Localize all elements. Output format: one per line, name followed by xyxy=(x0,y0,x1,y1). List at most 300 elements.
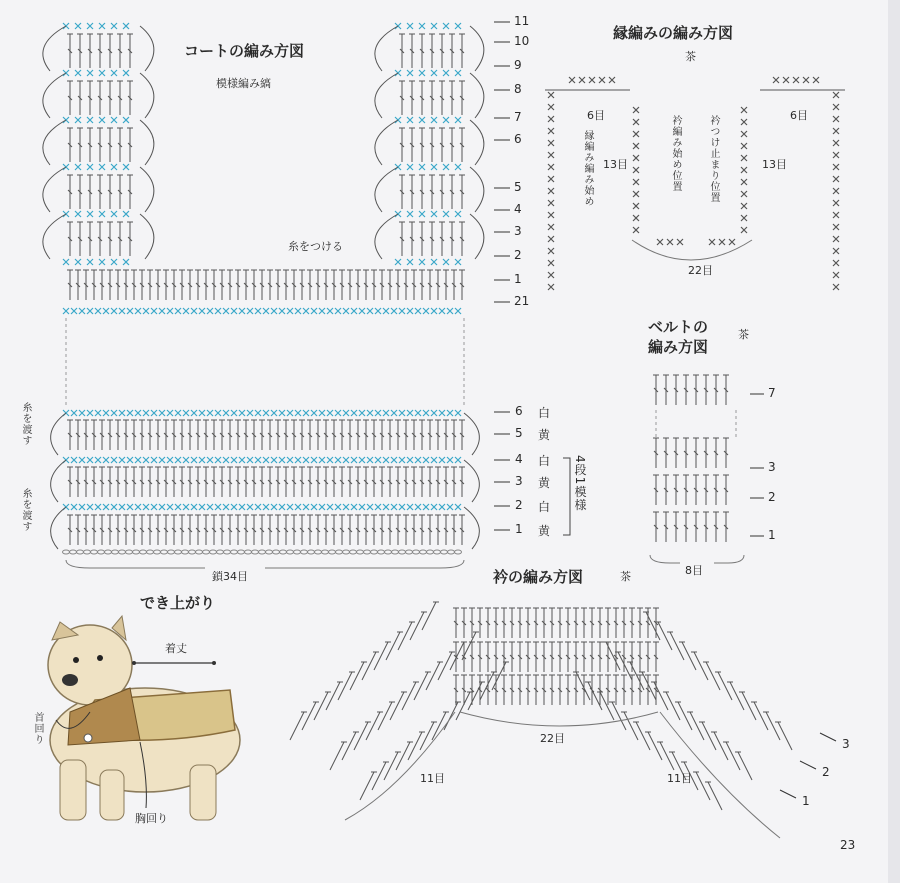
dc-stitch xyxy=(107,467,113,497)
dc-stitch xyxy=(355,515,361,545)
sc-stitch xyxy=(419,117,425,123)
sc-stitch xyxy=(123,70,129,76)
turn-arrow xyxy=(470,167,484,212)
sc-stitch xyxy=(439,457,445,463)
dc-stitch xyxy=(299,420,305,450)
chain-stitch xyxy=(294,550,301,554)
coat-lower-row-color: 白 xyxy=(538,406,551,420)
sc-stitch xyxy=(143,504,149,510)
sc-stitch xyxy=(335,504,341,510)
dc-stitch xyxy=(723,475,729,505)
dc-stitch xyxy=(429,128,435,162)
sc-stitch xyxy=(407,457,413,463)
dc-stitch xyxy=(67,222,73,256)
dc-stitch xyxy=(243,515,249,545)
chain-stitch xyxy=(245,550,252,554)
dc-stitch xyxy=(91,467,97,497)
dc-stitch xyxy=(275,270,281,300)
turn-arrow xyxy=(470,73,484,118)
sc-stitch xyxy=(199,410,205,416)
sc-stitch xyxy=(833,248,839,254)
sc-stitch xyxy=(167,457,173,463)
sc-stitch xyxy=(287,410,293,416)
sc-stitch xyxy=(677,239,683,245)
dc-stitch xyxy=(291,467,297,497)
coat-row-number: 9 xyxy=(514,58,522,72)
dc-stitch xyxy=(541,642,547,672)
sc-stitch xyxy=(327,457,333,463)
sc-stitch xyxy=(431,164,437,170)
chain-stitch xyxy=(105,550,112,554)
chain-stitch xyxy=(168,550,175,554)
dc-stitch xyxy=(411,270,417,300)
sc-stitch xyxy=(548,260,554,266)
dc-stitch xyxy=(363,467,369,497)
sc-stitch xyxy=(741,227,747,233)
dc-stitch xyxy=(492,662,509,690)
turn-arrow xyxy=(140,167,154,212)
belt-chart xyxy=(650,375,744,563)
dc-stitch xyxy=(99,515,105,545)
dc-stitch xyxy=(127,222,133,256)
dc-stitch xyxy=(653,438,659,468)
dc-stitch xyxy=(195,270,201,300)
sc-stitch xyxy=(548,284,554,290)
sc-stitch xyxy=(455,410,461,416)
collar-left-arc xyxy=(345,712,455,820)
dc-stitch xyxy=(637,675,643,705)
dc-stitch xyxy=(259,420,265,450)
dc-stitch xyxy=(171,515,177,545)
sc-stitch xyxy=(407,211,413,217)
dc-stitch xyxy=(525,675,531,705)
sc-stitch xyxy=(95,410,101,416)
sc-stitch xyxy=(359,457,365,463)
dc-stitch xyxy=(683,512,689,542)
chain-stitch xyxy=(336,550,343,554)
sc-stitch xyxy=(419,164,425,170)
sc-stitch xyxy=(263,410,269,416)
dc-stitch xyxy=(323,270,329,300)
dc-stitch xyxy=(299,467,305,497)
dc-stitch xyxy=(493,608,499,638)
dc-stitch xyxy=(87,128,93,162)
sc-stitch xyxy=(71,308,77,314)
dc-stitch xyxy=(605,675,611,705)
dc-stitch xyxy=(339,467,345,497)
dc-stitch xyxy=(449,222,455,256)
turn-arrow xyxy=(375,214,398,259)
sc-stitch xyxy=(833,92,839,98)
dc-stitch xyxy=(97,222,103,256)
coat-lower-row-color: 白 xyxy=(538,454,551,468)
sc-stitch xyxy=(391,457,397,463)
dc-stitch xyxy=(331,420,337,450)
dc-stitch xyxy=(379,467,385,497)
sc-stitch xyxy=(207,457,213,463)
dc-stitch xyxy=(459,34,465,68)
sc-stitch xyxy=(833,224,839,230)
sc-stitch xyxy=(833,236,839,242)
dc-stitch xyxy=(387,270,393,300)
belt-width: 8目 xyxy=(685,564,703,577)
sc-stitch xyxy=(419,70,425,76)
dc-stitch xyxy=(91,270,97,300)
sc-stitch xyxy=(343,504,349,510)
sc-stitch xyxy=(399,410,405,416)
dc-stitch xyxy=(449,175,455,209)
dc-stitch xyxy=(581,675,587,705)
sc-stitch xyxy=(548,152,554,158)
sc-stitch xyxy=(399,308,405,314)
sc-stitch xyxy=(833,152,839,158)
sc-stitch xyxy=(287,504,293,510)
sc-stitch xyxy=(431,410,437,416)
dc-stitch xyxy=(171,420,177,450)
dc-stitch xyxy=(703,512,709,542)
dc-stitch xyxy=(155,420,161,450)
dc-stitch xyxy=(395,515,401,545)
dc-stitch xyxy=(363,270,369,300)
sc-stitch xyxy=(111,504,117,510)
sc-stitch xyxy=(741,107,747,113)
dc-stitch xyxy=(97,128,103,162)
sc-stitch xyxy=(443,259,449,265)
dc-stitch xyxy=(379,515,385,545)
sc-stitch xyxy=(207,504,213,510)
chain-stitch xyxy=(147,550,154,554)
chain-stitch xyxy=(301,550,308,554)
dc-stitch xyxy=(99,420,105,450)
dc-stitch xyxy=(403,467,409,497)
sc-stitch xyxy=(255,457,261,463)
dc-stitch xyxy=(533,675,539,705)
dc-stitch xyxy=(187,467,193,497)
sc-stitch xyxy=(319,410,325,416)
sc-stitch xyxy=(633,215,639,221)
dc-stitch xyxy=(419,515,425,545)
dc-stitch xyxy=(439,128,445,162)
dc-stitch xyxy=(131,270,137,300)
dc-stitch xyxy=(643,612,660,640)
dc-stitch xyxy=(387,515,393,545)
sc-stitch xyxy=(589,77,595,83)
sc-stitch xyxy=(135,504,141,510)
collar-start-note: 衿編み始め位置 xyxy=(670,115,681,192)
dc-stitch xyxy=(275,467,281,497)
sc-stitch xyxy=(295,504,301,510)
chain-stitch xyxy=(455,550,462,554)
edging-start-note: 縁編み編み始め xyxy=(582,130,593,207)
dc-stitch xyxy=(683,375,689,405)
row-arrow xyxy=(780,790,796,798)
sc-stitch xyxy=(151,457,157,463)
coat-row-number: 21 xyxy=(514,294,530,308)
dc-stitch xyxy=(147,420,153,450)
sc-stitch xyxy=(443,211,449,217)
sc-stitch xyxy=(311,308,317,314)
sc-stitch xyxy=(71,410,77,416)
sc-stitch xyxy=(599,77,605,83)
sc-stitch xyxy=(99,211,105,217)
dc-stitch xyxy=(565,608,571,638)
collar-row-number: 3 xyxy=(842,737,850,751)
sc-stitch xyxy=(255,410,261,416)
sc-stitch xyxy=(548,272,554,278)
sc-stitch xyxy=(223,457,229,463)
sc-stitch xyxy=(111,259,117,265)
collar-center: 22目 xyxy=(540,732,565,745)
sc-stitch xyxy=(741,155,747,161)
dc-stitch xyxy=(87,34,93,68)
chain-stitch xyxy=(154,550,161,554)
dc-stitch xyxy=(673,512,679,542)
sc-stitch xyxy=(548,116,554,122)
sc-stitch xyxy=(443,164,449,170)
collar-center-arc xyxy=(460,712,658,726)
dc-stitch xyxy=(409,175,415,209)
coat-row-number: 8 xyxy=(514,82,522,96)
sc-stitch xyxy=(351,410,357,416)
dc-stitch xyxy=(259,467,265,497)
sc-stitch xyxy=(263,457,269,463)
sc-stitch xyxy=(287,308,293,314)
dc-stitch xyxy=(459,467,465,497)
sc-stitch xyxy=(367,410,373,416)
dc-stitch xyxy=(443,467,449,497)
dc-stitch xyxy=(323,420,329,450)
dc-stitch xyxy=(403,515,409,545)
dc-stitch xyxy=(139,420,145,450)
belt-row-number: 7 xyxy=(768,386,776,400)
dc-stitch xyxy=(517,675,523,705)
sc-stitch xyxy=(159,308,165,314)
dc-stitch xyxy=(419,34,425,68)
dc-stitch xyxy=(339,515,345,545)
dc-stitch xyxy=(435,467,441,497)
sc-stitch xyxy=(395,259,401,265)
dc-stitch xyxy=(525,642,531,672)
sc-stitch xyxy=(231,410,237,416)
dc-stitch xyxy=(459,175,465,209)
sc-stitch xyxy=(667,239,673,245)
dc-stitch xyxy=(477,642,483,672)
sc-stitch xyxy=(407,504,413,510)
collar-left: 11目 xyxy=(420,772,445,785)
sc-stitch xyxy=(71,504,77,510)
turn-arrow xyxy=(43,73,66,118)
sc-stitch xyxy=(303,410,309,416)
dc-stitch xyxy=(653,512,659,542)
sc-stitch xyxy=(111,410,117,416)
row-arrow xyxy=(800,761,816,769)
sc-stitch xyxy=(95,308,101,314)
sc-stitch xyxy=(87,117,93,123)
chain-stitch xyxy=(406,550,413,554)
sc-stitch xyxy=(431,23,437,29)
dc-stitch xyxy=(307,420,313,450)
sc-stitch xyxy=(231,504,237,510)
sc-stitch xyxy=(431,504,437,510)
chain-stitch xyxy=(70,550,77,554)
collar-chart xyxy=(290,602,792,838)
sc-stitch xyxy=(548,164,554,170)
sc-stitch xyxy=(833,104,839,110)
sc-stitch xyxy=(319,457,325,463)
sc-stitch xyxy=(633,203,639,209)
dc-stitch xyxy=(723,438,729,468)
sc-stitch xyxy=(548,188,554,194)
sc-stitch xyxy=(99,70,105,76)
chain-stitch xyxy=(427,550,434,554)
dc-stitch xyxy=(533,642,539,672)
sc-stitch xyxy=(151,410,157,416)
sc-stitch xyxy=(375,410,381,416)
sc-stitch xyxy=(773,77,779,83)
dc-stitch xyxy=(409,222,415,256)
sc-stitch xyxy=(439,410,445,416)
sc-stitch xyxy=(343,308,349,314)
dc-stitch xyxy=(235,467,241,497)
dc-stitch xyxy=(427,270,433,300)
sc-stitch xyxy=(423,504,429,510)
dc-stitch xyxy=(235,515,241,545)
dc-stitch xyxy=(203,515,209,545)
dc-stitch xyxy=(637,642,643,672)
sc-stitch xyxy=(63,259,69,265)
sc-stitch xyxy=(319,504,325,510)
collar-color: 茶 xyxy=(620,570,631,583)
chain-stitch xyxy=(112,550,119,554)
sc-stitch xyxy=(183,308,189,314)
dc-stitch xyxy=(283,270,289,300)
sc-stitch xyxy=(199,457,205,463)
chain-stitch xyxy=(287,550,294,554)
sc-stitch xyxy=(123,117,129,123)
sc-stitch xyxy=(719,239,725,245)
dc-stitch xyxy=(235,420,241,450)
sc-stitch xyxy=(271,504,277,510)
dc-stitch xyxy=(147,270,153,300)
coat-row-number: 1 xyxy=(514,272,522,286)
coat-row-number: 6 xyxy=(514,132,522,146)
dc-stitch xyxy=(713,475,719,505)
turn-arrow xyxy=(140,26,154,71)
dc-stitch xyxy=(75,270,81,300)
sc-stitch xyxy=(295,410,301,416)
sc-stitch xyxy=(183,504,189,510)
dc-stitch xyxy=(469,608,475,638)
dc-stitch xyxy=(493,642,499,672)
sc-stitch xyxy=(383,504,389,510)
sc-stitch xyxy=(383,457,389,463)
chain-stitch xyxy=(448,550,455,554)
dc-stitch xyxy=(283,420,289,450)
sc-stitch xyxy=(215,504,221,510)
dc-stitch xyxy=(477,608,483,638)
dc-stitch xyxy=(517,642,523,672)
dc-stitch xyxy=(83,467,89,497)
sc-stitch xyxy=(633,179,639,185)
dc-stitch xyxy=(439,81,445,115)
dc-stitch xyxy=(115,270,121,300)
dc-stitch xyxy=(419,175,425,209)
dc-stitch xyxy=(411,515,417,545)
dc-stitch xyxy=(653,375,659,405)
belt-row-number: 1 xyxy=(768,528,776,542)
dc-stitch xyxy=(589,642,595,672)
chain-bracket xyxy=(66,560,464,568)
dc-stitch xyxy=(163,467,169,497)
chain-stitch xyxy=(126,550,133,554)
dc-stitch xyxy=(673,475,679,505)
sc-stitch xyxy=(63,308,69,314)
sc-stitch xyxy=(207,410,213,416)
chain-stitch xyxy=(273,550,280,554)
dc-stitch xyxy=(427,420,433,450)
dc-stitch xyxy=(107,270,113,300)
chain-stitch xyxy=(203,550,210,554)
dc-stitch xyxy=(429,222,435,256)
sc-stitch xyxy=(111,117,117,123)
dc-stitch xyxy=(549,608,555,638)
sc-stitch xyxy=(741,119,747,125)
sc-stitch xyxy=(548,92,554,98)
sc-stitch xyxy=(447,308,453,314)
dc-stitch xyxy=(597,608,603,638)
dc-stitch xyxy=(347,420,353,450)
chain-label: 鎖34目 xyxy=(212,570,248,583)
sc-stitch xyxy=(127,410,133,416)
dc-stitch xyxy=(603,642,620,670)
dc-stitch xyxy=(179,467,185,497)
turn-arrow xyxy=(470,120,484,165)
sc-stitch xyxy=(548,104,554,110)
sc-stitch xyxy=(407,259,413,265)
dc-stitch xyxy=(613,675,619,705)
sc-stitch xyxy=(215,308,221,314)
dc-stitch xyxy=(461,608,467,638)
sc-stitch xyxy=(455,70,461,76)
dc-stitch xyxy=(323,515,329,545)
turn-arrow xyxy=(464,413,479,455)
sc-stitch xyxy=(303,308,309,314)
sc-stitch xyxy=(391,308,397,314)
chain-stitch xyxy=(357,550,364,554)
dc-stitch xyxy=(597,642,603,672)
dc-stitch xyxy=(589,608,595,638)
chain-stitch xyxy=(63,550,70,554)
dc-stitch xyxy=(195,420,201,450)
sc-stitch xyxy=(159,457,165,463)
sc-stitch xyxy=(741,131,747,137)
sc-stitch xyxy=(741,203,747,209)
dc-stitch xyxy=(87,222,93,256)
dc-stitch xyxy=(439,175,445,209)
dc-stitch xyxy=(187,270,193,300)
dc-stitch xyxy=(107,515,113,545)
chain-stitch xyxy=(434,550,441,554)
sc-stitch xyxy=(443,117,449,123)
sc-stitch xyxy=(633,227,639,233)
coat-lower-row-number: 2 xyxy=(515,498,523,512)
sc-stitch xyxy=(311,410,317,416)
sc-stitch xyxy=(415,410,421,416)
page-number: 23 xyxy=(840,838,856,852)
dc-stitch xyxy=(315,270,321,300)
dc-stitch xyxy=(409,81,415,115)
dc-stitch xyxy=(67,34,73,68)
